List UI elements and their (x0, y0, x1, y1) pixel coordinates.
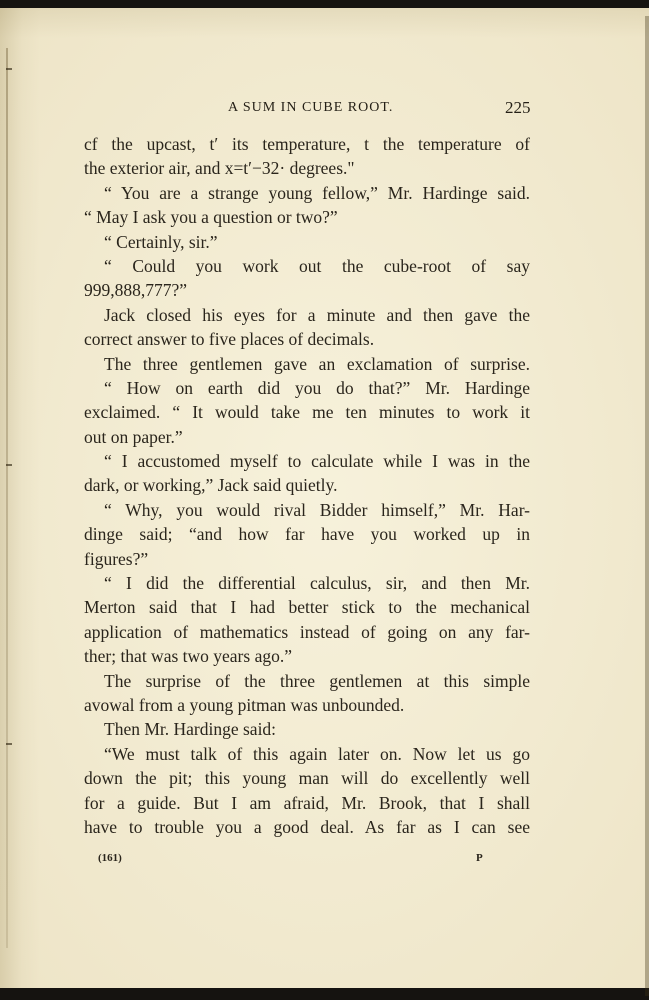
running-header (0, 100, 649, 122)
text-line: have to trouble you a good deal. As far as I can see (84, 816, 530, 837)
text-line: “ Could you work out the cube-root of say (104, 255, 530, 276)
text-line: figures?” (84, 548, 149, 569)
text-line: avowal from a young pitman was unbounded. (84, 694, 405, 715)
body-text (84, 132, 530, 839)
text-line: The three gentlemen gave an exclamation of surprise. (104, 353, 530, 374)
text-line: “ I did the differential calculus, sir, and then Mr. (104, 573, 530, 594)
text-line: “ May I ask you a question or two?” (84, 207, 338, 228)
gathering-mark: P (476, 852, 483, 864)
page-number: 225 (505, 98, 531, 117)
gutter-mark (6, 68, 12, 70)
gutter-mark (6, 464, 12, 466)
page-footer (0, 852, 649, 870)
text-line: “We must talk of this again later on. Now let us go (104, 743, 530, 764)
text-line: application of mathematics instead of going on any far- (84, 621, 530, 642)
text-line: cf the upcast, t′ its temperature, t the temperature of (84, 134, 530, 154)
text-line: The surprise of the three gentlemen at this simple (104, 670, 530, 691)
text-line: correct answer to five places of decimals. (84, 329, 375, 350)
signature-mark: (161) (98, 852, 122, 864)
text-line: dinge said; “and how far have you worked up in (84, 524, 530, 545)
text-line: dark, or working,” Jack said quietly. (84, 475, 338, 496)
text-line: “ I accustomed myself to calculate while I was in the (104, 451, 530, 472)
text-line: Then Mr. Hardinge said: (104, 719, 277, 740)
text-line: “ Why, you would rival Bidder himself,” Mr. Har- (104, 499, 530, 520)
gutter-mark (6, 743, 12, 745)
text-line: “ Certainly, sir.” (104, 231, 218, 252)
text-line: “ How on earth did you do that?” Mr. Hardinge (104, 377, 530, 398)
text-line: out on paper.” (84, 426, 183, 447)
text-line: for a guide. But I am afraid, Mr. Brook, that I shall (84, 792, 530, 813)
text-line: the exterior air, and x=t′−32· degrees." (84, 158, 355, 179)
binding-gutter (6, 48, 8, 948)
text-line: down the pit; this young man will do excellently well (84, 768, 530, 789)
running-title: A SUM IN CUBE ROOT. (228, 100, 394, 115)
text-line: ther; that was two years ago.” (84, 646, 292, 667)
text-line: “ You are a strange young fellow,” Mr. Hardinge said. (104, 182, 530, 203)
text-line: exclaimed. “ It would take me ten minutes to work it (84, 402, 530, 423)
text-line: Jack closed his eyes for a minute and then gave the (104, 304, 530, 325)
page-edge-shadow (645, 16, 649, 996)
text-line: 999,888,777?” (84, 280, 188, 301)
text-line: Merton said that I had better stick to the mechanical (84, 597, 530, 618)
